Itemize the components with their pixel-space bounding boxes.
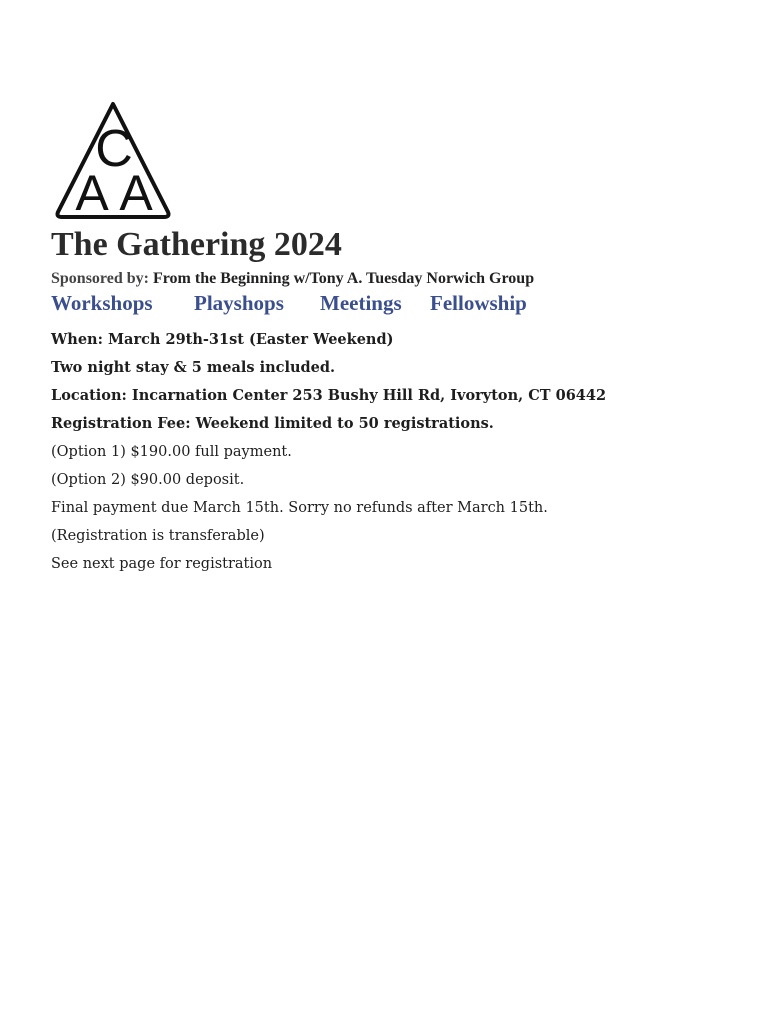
page-title: The Gathering 2024	[51, 226, 342, 263]
aca-logo	[52, 98, 174, 220]
detail-line: Registration Fee: Weekend limited to 50 registrations.	[51, 415, 494, 432]
activity-meetings: Meetings	[320, 291, 402, 315]
detail-line: Location: Incarnation Center 253 Bushy Hill Rd, Ivoryton, CT 06442	[51, 387, 607, 404]
aca-triangle-logo-icon	[52, 98, 174, 220]
detail-line: See next page for registration	[51, 556, 273, 572]
detail-line: (Registration is transferable)	[51, 528, 265, 544]
activity-fellowship: Fellowship	[430, 291, 527, 315]
sponsor-text: From the Beginning w/Tony A. Tuesday Norwich Group	[152, 270, 535, 287]
activity-workshops: Workshops	[51, 291, 153, 315]
activity-playshops: Playshops	[194, 291, 284, 315]
detail-line: (Option 2) $90.00 deposit.	[51, 472, 245, 488]
detail-line: When: March 29th-31st (Easter Weekend)	[51, 331, 394, 348]
event-details	[51, 326, 751, 578]
sponsor-label: Sponsored by:	[51, 270, 149, 287]
detail-line: (Option 1) $190.00 full payment.	[51, 444, 292, 460]
logo-letter-a-right: A	[119, 165, 153, 220]
detail-line: Two night stay & 5 meals included.	[51, 359, 336, 376]
sponsor-line	[51, 268, 534, 290]
detail-line: Final payment due March 15th. Sorry no refunds after March 15th.	[51, 500, 548, 516]
logo-letter-a-left: A	[75, 165, 109, 220]
logo-letter-c: C	[95, 120, 133, 178]
